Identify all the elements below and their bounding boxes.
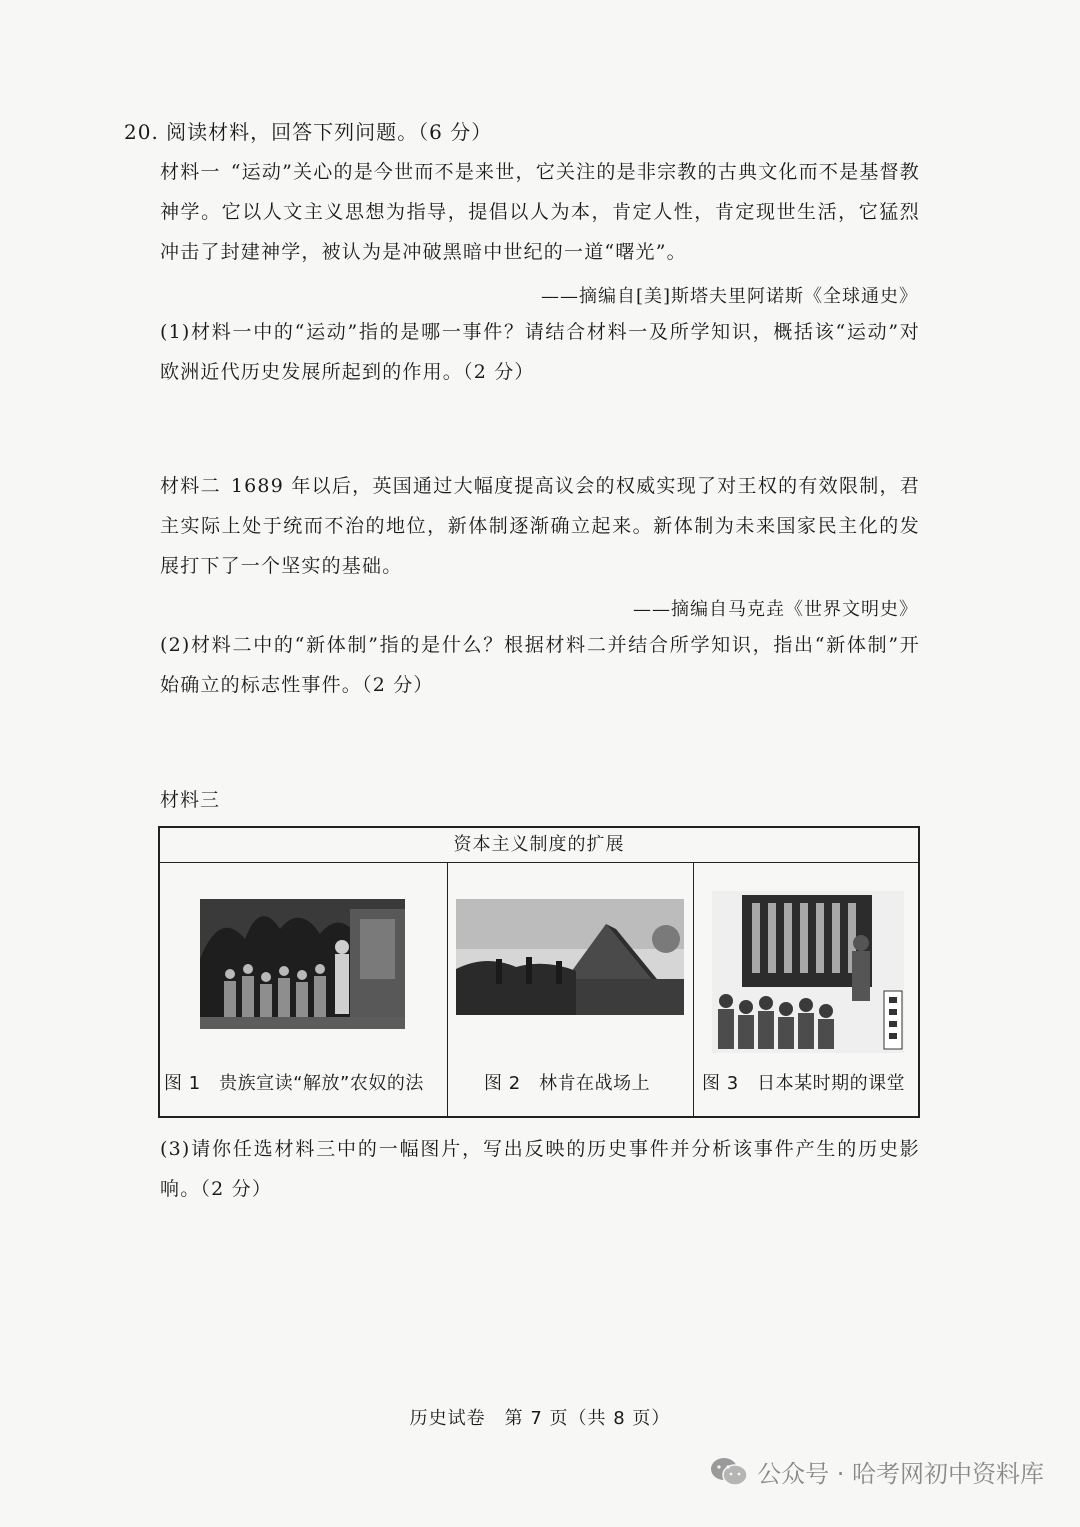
figure-caption-1: 图 1 贵族宣读“解放”农奴的法	[164, 1073, 424, 1094]
material2-label: 材料二	[160, 475, 221, 497]
material1-text: “运动”关心的是今世而不是来世，它关注的是非宗教的古典文化而不是基督教神学。它以人文主义思想为指导，提倡以人为本，肯定人性，肯定现世生活，它猛烈冲击了封建神学，被认为是冲破黑暗中世纪的一道“曙光”。	[160, 161, 920, 263]
watermark-text: 公众号 · 哈考网初中资料库	[757, 1460, 1044, 1488]
material2-source: ——摘编自马克垚《世界文明史》	[633, 599, 918, 620]
figure-cell-1	[160, 863, 448, 1117]
material1-label: 材料一	[160, 161, 221, 183]
figure-cell-2	[448, 863, 694, 1117]
figure-caption-2: 图 2 林肯在战场上	[484, 1073, 651, 1094]
figure-table	[158, 826, 920, 1118]
material2-paragraph	[160, 466, 920, 586]
page-footer: 历史试卷 第 7 页（共 8 页）	[409, 1408, 671, 1429]
material1-paragraph	[160, 152, 920, 272]
material2-text: 1689 年以后，英国通过大幅度提高议会的权威实现了对王权的有效限制，君主实际上处于统而不治的地位，新体制逐渐确立起来。新体制为未来国家民主化的发展打下了一个坚实的基础。	[160, 475, 920, 577]
question-title: 20. 阅读材料，回答下列问题。（6 分）	[124, 120, 493, 144]
watermark	[709, 1454, 1044, 1489]
sub-question-2: (2)材料二中的“新体制”指的是什么？根据材料二并结合所学知识，指出“新体制”开始确立的标志性事件。（2 分）	[160, 634, 920, 696]
sub-question-3: (3)请你任选材料三中的一幅图片，写出反映的历史事件并分析该事件产生的历史影响。（2 分）	[160, 1138, 920, 1200]
sub-question-1: (1)材料一中的“运动”指的是哪一事件？请结合材料一及所学知识，概括该“运动”对欧洲近代历史发展所起到的作用。（2 分）	[160, 321, 920, 383]
wechat-icon	[709, 1456, 749, 1488]
japanese-classroom-photo	[712, 891, 904, 1053]
lincoln-battlefield-photo	[456, 899, 684, 1015]
figure-table-title: 资本主义制度的扩展	[160, 828, 918, 863]
figure-caption-3: 图 3 日本某时期的课堂	[702, 1073, 906, 1094]
serf-emancipation-photo	[200, 899, 405, 1029]
material3-label: 材料三	[160, 789, 221, 811]
material1-source: ——摘编自[美]斯塔夫里阿诺斯《全球通史》	[540, 286, 918, 307]
figure-cell-3	[694, 863, 918, 1117]
